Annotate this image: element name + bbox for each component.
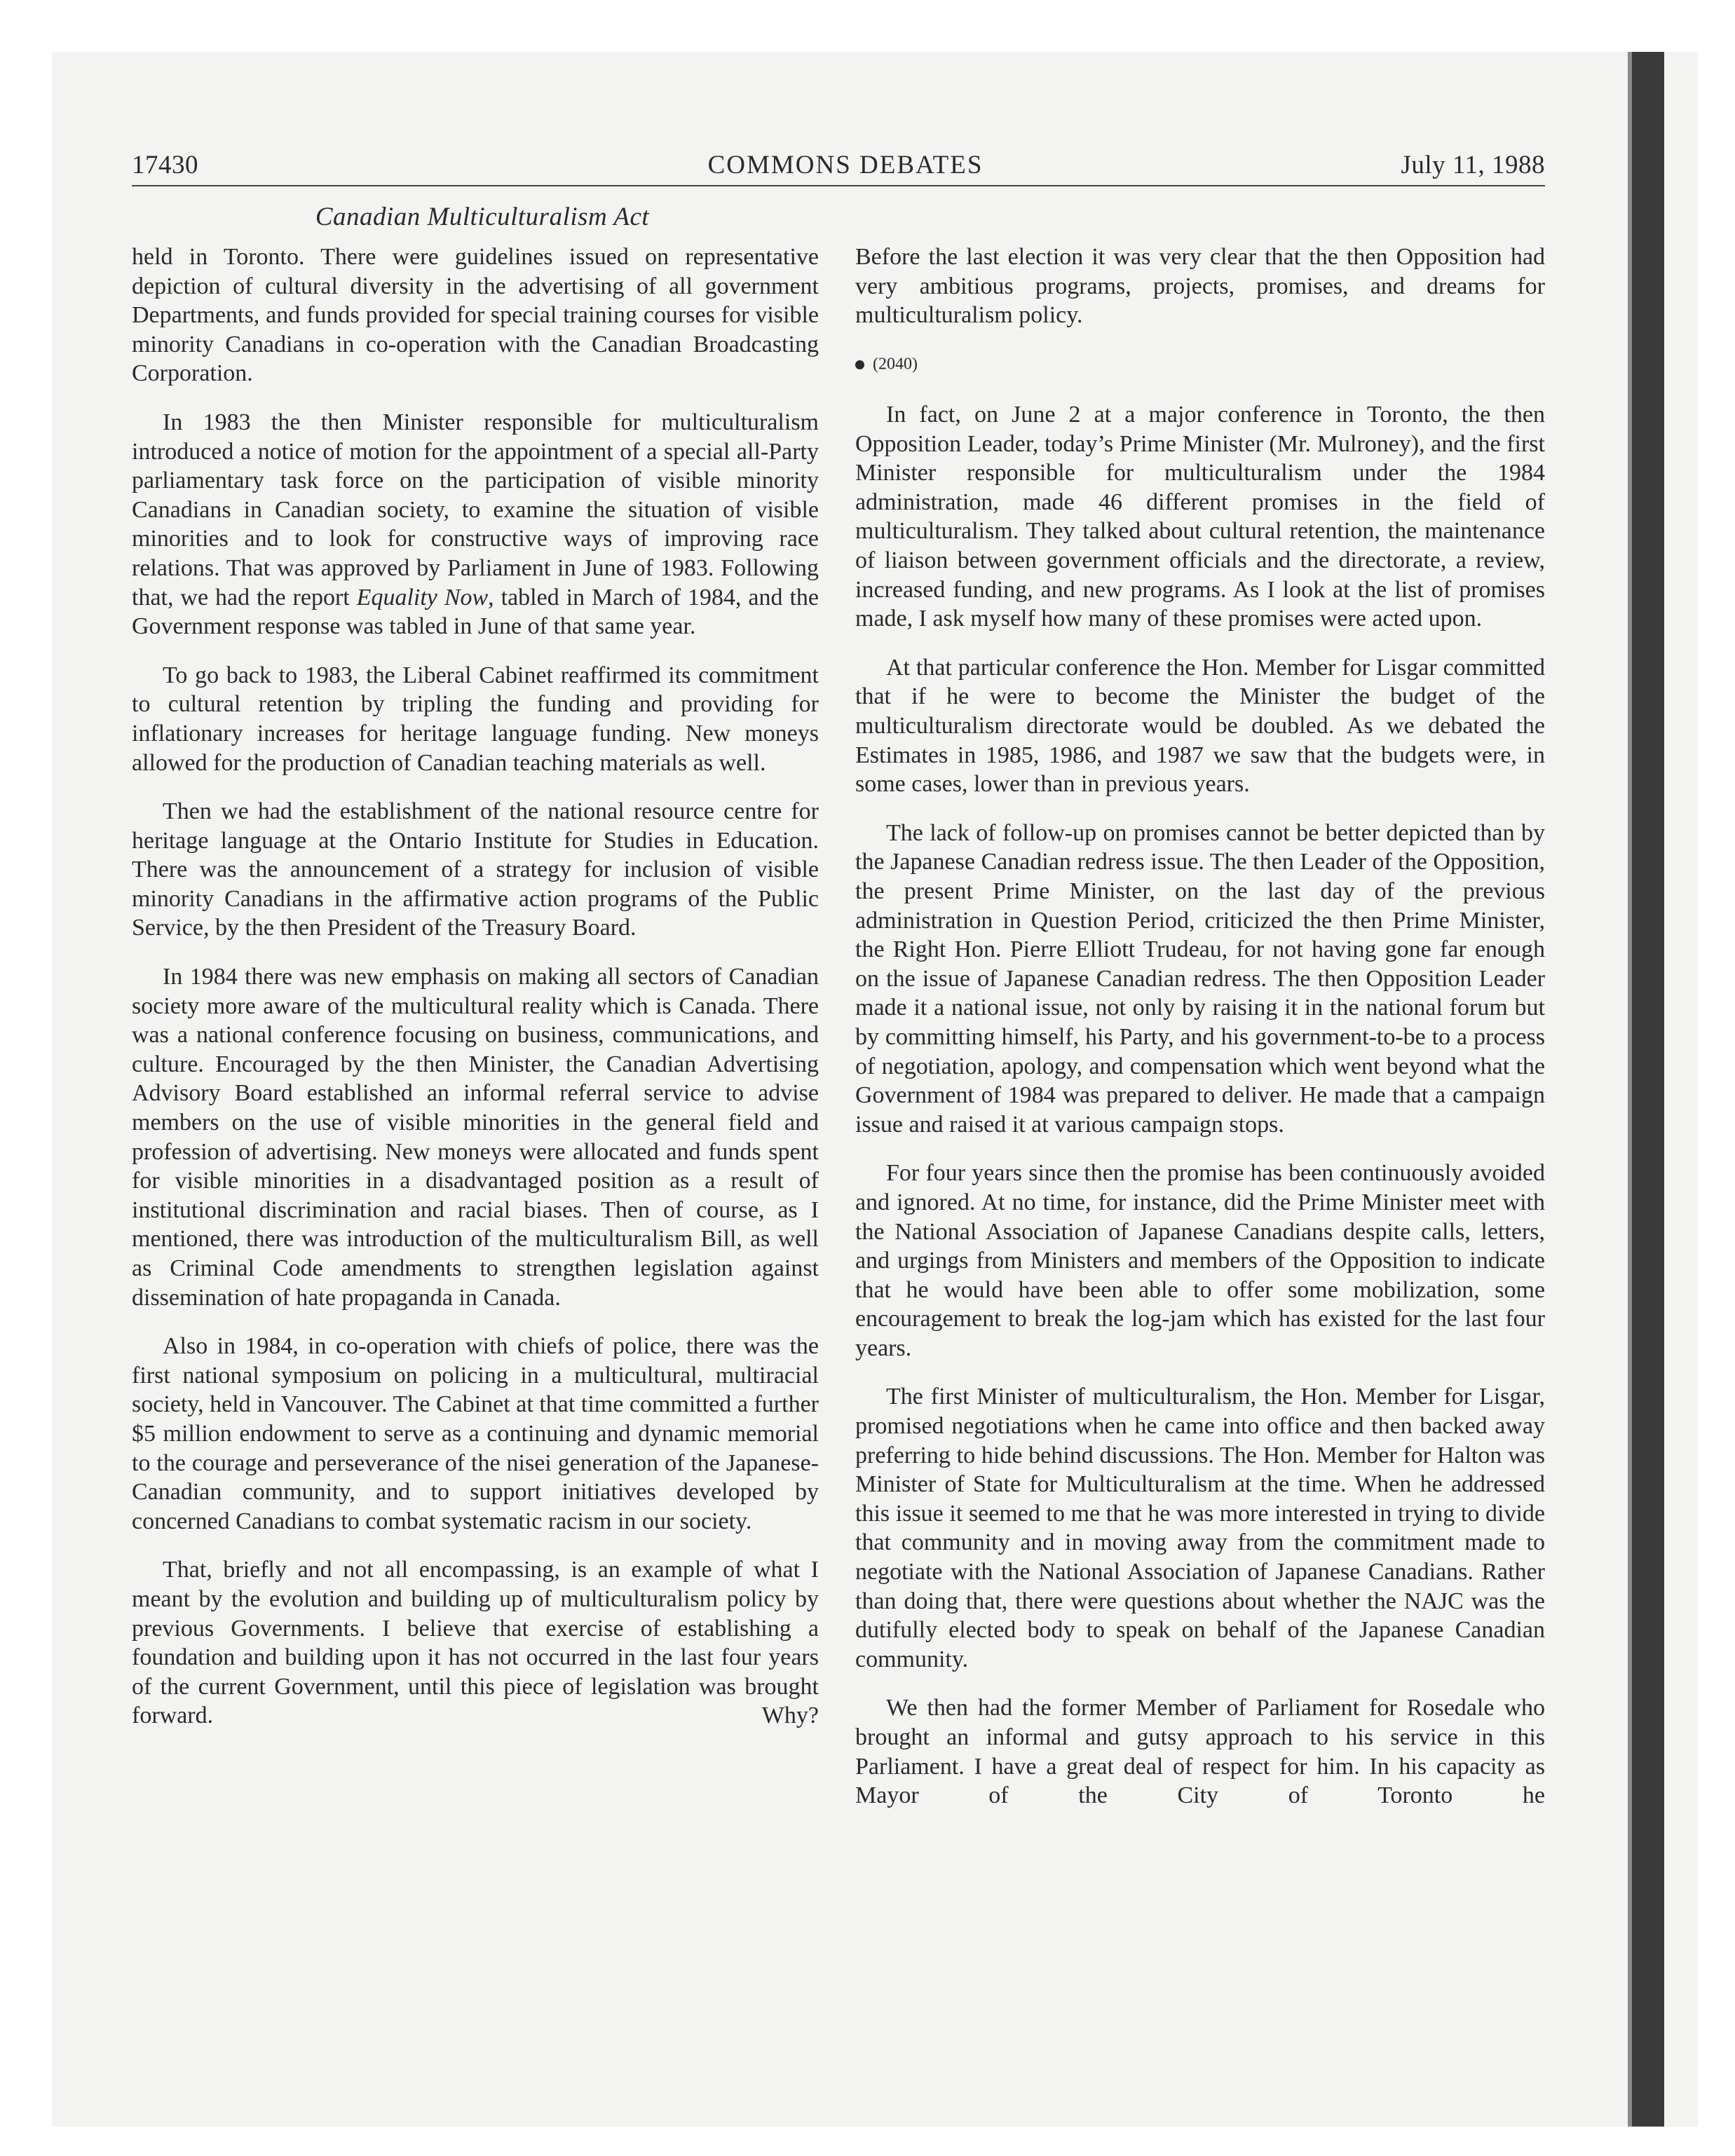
publication-title: COMMONS DEBATES	[707, 151, 984, 179]
paragraph-text: , tabled in March of 1984, and the Government response was tabled in June of that same year.	[132, 584, 819, 640]
page-header	[132, 149, 1545, 182]
paragraph: We then had the former Member of Parliament for Rosedale who brought an informal and gutsy approach to his service in this Parliament. I have a great deal of respect for him. In his capacity as Mayor of the City of Toronto he	[855, 1695, 1545, 1809]
paragraph: Before the last election it was very clear that the then Opposition had very ambitious programs, projects, promises, and dreams for multiculturalism policy.	[855, 244, 1545, 329]
bullet-icon	[855, 360, 864, 369]
paragraph: For four years since then the promise has been continuously avoided and ignored. At no time, for instance, did the Prime Minister meet with the National Association of Japanese Canadians despite calls, letters, and urgings from Ministers and members of the Opposition to indicate that he would have been able to offer some mobilization, some encouragement to break the log-jam which has existed for the last four years.	[855, 1160, 1545, 1361]
paragraph: That, briefly and not all encompassing, is an example of what I meant by the evolution and building up of multiculturalism policy by previous Governments. I believe that exercise of establishing a foundation and building upon it has not occurred in the last four years of the current Government, until this piece of legislation was brought forward. Why?	[132, 1557, 819, 1729]
section-subtitle: Canadian Multiculturalism Act	[315, 203, 650, 231]
paragraph: Then we had the establishment of the national resource centre for heritage language at the Ontario Institute for Studies in Education. There was the announcement of a strategy for inclusion of visible minority Canadians in the affirmative action programs of the Public Service, by the then President of the Treasury Board.	[132, 798, 819, 941]
paragraph-text: In 1983 the then Minister responsible for multiculturalism introduced a notice of motion for the appointment of a special all-Party parliamentary task force on the participation of visible minority Canadians in Canadian society, to examine the situation of visible minorities and to look for constructive ways of improving race relations. That was approved by Parliament in June of 1983. Following that, we had the report	[132, 409, 819, 610]
right-column	[855, 243, 1545, 1830]
publication-date: July 11, 1988	[1401, 151, 1545, 179]
paragraph: At that particular conference the Hon. Member for Lisgar committed that if he were to become the Minister the budget of the multiculturalism directorate would be doubled. As we debated the Estimates in 1985, 1986, and 1987 we saw that the budgets were, in some cases, lower than in previous years.	[855, 654, 1545, 798]
time-code: (2040)	[873, 355, 918, 374]
header-rule	[132, 185, 1545, 186]
left-column	[132, 243, 819, 1750]
paragraph	[132, 408, 819, 641]
paragraph: The lack of follow-up on promises cannot be better depicted than by the Japanese Canadian redress issue. The then Leader of the Opposition, the present Prime Minister, on the last day of the previous administration in Question Period, criticized the then Prime Minister, the Right Hon. Pierre Elliott Trudeau, for not having gone far enough on the issue of Japanese Canadian redress. The then Opposition Leader made it a national issue, not only by raising it in the national forum but by committing himself, his Party, and his government-to-be to a process of negotiation, apology, and compensation which went beyond what the Government of 1984 was prepared to deliver. He made that a campaign issue and raised it at various campaign stops.	[855, 819, 1545, 1138]
paragraph: In 1984 there was new emphasis on making all sectors of Canadian society more aware of the multicultural reality which is Canada. There was a national conference focusing on business, communications, and culture. Encouraged by the then Minister, the Canadian Advertising Advisory Board established an informal referral service to advise members on the use of visible minorities in the general field and profession of advertising. New moneys were allocated and funds spent for visible minorities in a disadvantaged position as a result of institutional discrimination and racial biases. Then of course, as I mentioned, there was introduction of the multiculturalism Bill, as well as Criminal Code amendments to strengthen legislation against dissemination of hate propaganda in Canada.	[132, 964, 819, 1311]
scan-edge-shadow	[1628, 52, 1664, 2127]
paragraph: The first Minister of multiculturalism, the Hon. Member for Lisgar, promised negotiations when he came into office and then backed away preferring to hide behind discussions. The Hon. Member for Halton was Minister of State for Multiculturalism at the time. When he addressed this issue it seemed to me that he was more interested in trying to divide that community and in moving away from the commitment made to negotiate with the National Association of Japanese Canadians. Rather than doing that, there were questions about whether the NAJC was the dutifully elected body to speak on behalf of the Japanese Canadian community.	[855, 1384, 1545, 1672]
page-number: 17430	[132, 151, 198, 179]
paragraph: Also in 1984, in co-operation with chiefs of police, there was the first national symposium on policing in a multicultural, multiracial society, held in Vancouver. The Cabinet at that time committed a further $5 million endowment to serve as a continuing and dynamic memorial to the courage and perseverance of the nisei generation of the Japanese-Canadian community, and to support initiatives developed by concerned Canadians to combat systematic racism in our society.	[132, 1333, 819, 1534]
report-title: Equality Now	[356, 584, 489, 610]
time-marker	[855, 350, 1545, 379]
paragraph: held in Toronto. There were guidelines issued on representative depiction of cultural diversity in the advertising of all government Departments, and funds provided for special training courses for visible minority Canadians in co-operation with the Canadian Broadcasting Corporation.	[132, 244, 819, 387]
paragraph: To go back to 1983, the Liberal Cabinet reaffirmed its commitment to cultural retention by tripling the funding and providing for inflationary increases for heritage language funding. New moneys allowed for the production of Canadian teaching materials as well.	[132, 662, 819, 776]
paragraph: In fact, on June 2 at a major conference in Toronto, the then Opposition Leader, today’s Prime Minister (Mr. Mulroney), and the first Minister responsible for multiculturalism under the 1984 administration, made 46 different promises in the field of multiculturalism. They talked about cultural retention, the maintenance of liaison between government officials and the directorate, a review, increased funding, and new programs. As I look at the list of promises made, I ask myself how many of these promises were acted upon.	[855, 402, 1545, 632]
